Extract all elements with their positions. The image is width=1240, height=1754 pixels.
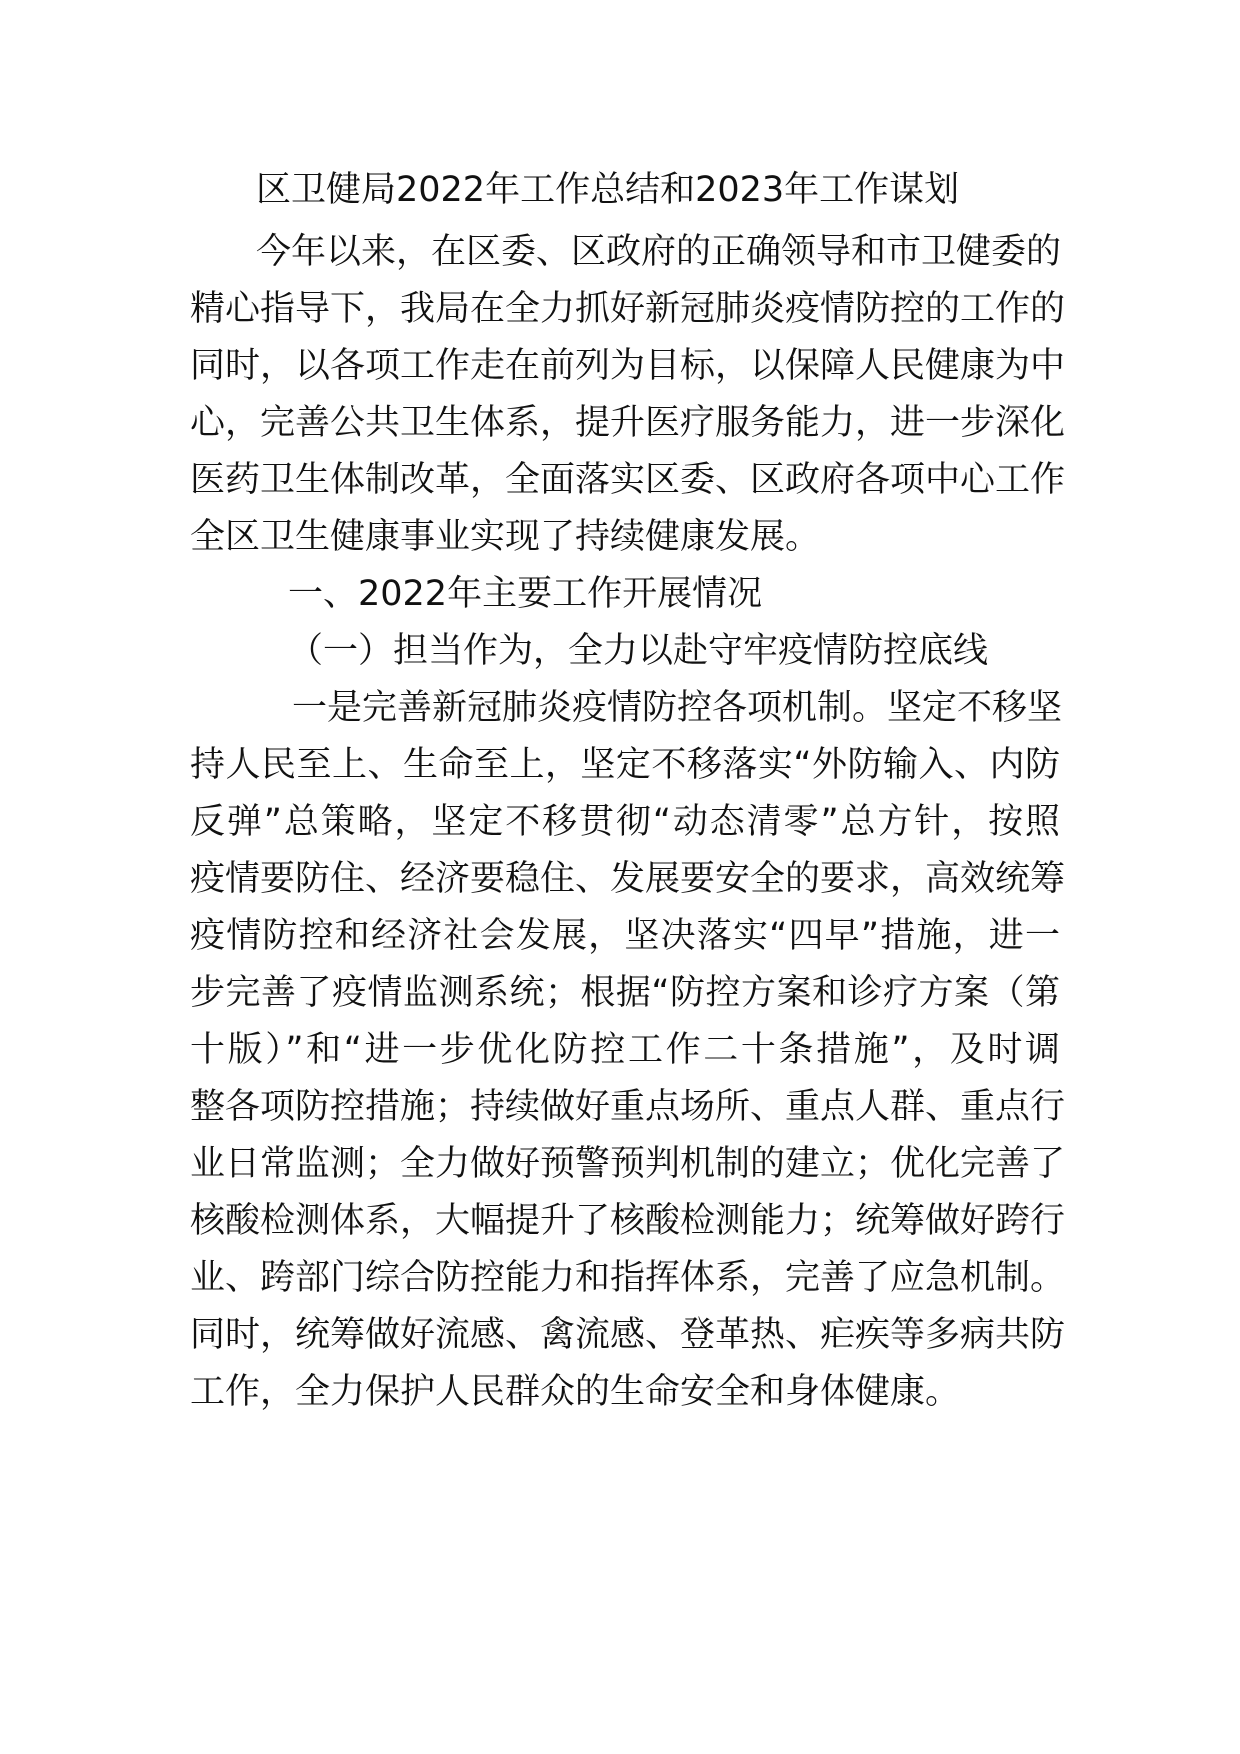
body-line: 业、跨部门综合防控能力和指挥体系，完善了应急机制。 — [190, 1258, 1066, 1298]
body-line: 核酸检测体系，大幅提升了核酸检测能力；统筹做好跨行 — [190, 1201, 1066, 1241]
subsection-heading: （一）担当作为，全力以赴守牢疫情防控底线 — [288, 631, 989, 671]
body-line: 业日常监测；全力做好预警预判机制的建立；优化完善了 — [190, 1144, 1066, 1184]
body-line: 同时，统筹做好流感、禽流感、登革热、疟疾等多病共防 — [190, 1315, 1066, 1355]
intro-line: 精心指导下，我局在全力抓好新冠肺炎疫情防控的工作的 — [190, 289, 1066, 329]
body-line: 十版）”和“进一步优化防控工作二十条措施”，及时调 — [190, 1030, 1060, 1070]
body-line: 步完善了疫情监测系统；根据“防控方案和诊疗方案（第 — [190, 973, 1060, 1013]
intro-line: 全区卫生健康事业实现了持续健康发展。 — [190, 517, 821, 557]
body-line: 疫情防控和经济社会发展，坚决落实“四早”措施，进一 — [190, 916, 1060, 956]
body-line: 一是完善新冠肺炎疫情防控各项机制。坚定不移坚 — [292, 688, 1063, 728]
body-line: 反弹”总策略，坚定不移贯彻“动态清零”总方针，按照 — [190, 802, 1060, 842]
body-line: 工作，全力保护人民群众的生命安全和身体健康。 — [190, 1372, 961, 1412]
intro-line: 同时，以各项工作走在前列为目标，以保障人民健康为中 — [190, 346, 1066, 386]
document-title: 区卫健局2022年工作总结和2023年工作谋划 — [256, 170, 960, 210]
intro-line: 心，完善公共卫生体系，提升医疗服务能力，进一步深化 — [190, 403, 1066, 443]
intro-line: 今年以来，在区委、区政府的正确领导和市卫健委的 — [256, 232, 1062, 272]
body-line: 疫情要防住、经济要稳住、发展要安全的要求，高效统筹 — [190, 859, 1066, 899]
intro-line: 医药卫生体制改革，全面落实区委、区政府各项中心工作 — [190, 460, 1066, 500]
body-line: 整各项防控措施；持续做好重点场所、重点人群、重点行 — [190, 1087, 1066, 1127]
body-line: 持人民至上、生命至上，坚定不移落实“外防输入、内防 — [190, 745, 1060, 785]
section-heading: 一、2022年主要工作开展情况 — [288, 574, 763, 614]
